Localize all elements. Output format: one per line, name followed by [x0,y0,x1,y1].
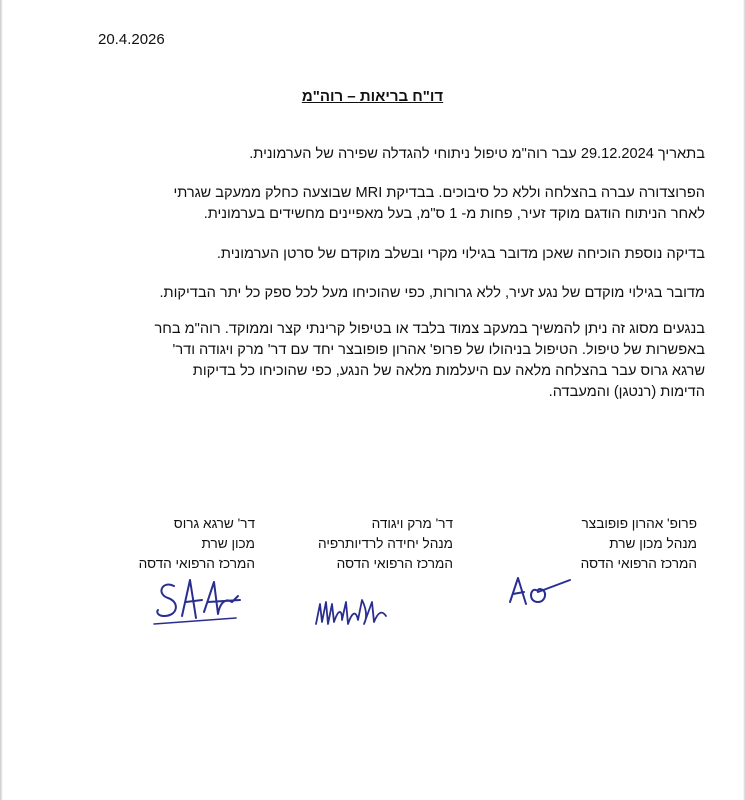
signatory-institution: המרכז הרפואי הדסה [580,556,697,571]
signature-vigoda [312,590,392,634]
paragraph-5-line-4: הדימות (רנטגן) והמעבדה. [548,384,705,400]
signatory-role: מכון שרת [201,536,255,551]
page-left-edge [0,0,3,800]
signatory-role: מנהל מכון שרת [609,536,697,551]
paragraph-1-line-1: בתאריך 29.12.2024 עבר רוה"מ טיפול ניתוחי להגדלה שפירה של הערמונית. [249,146,705,162]
paragraph-1 [25,144,705,165]
paragraph-3 [25,244,705,265]
document-title: דו"ח בריאות – רוה"מ [301,88,444,105]
signatory-institution: המרכז הרפואי הדסה [336,556,453,571]
document-date: 20.4.2026 [98,31,165,48]
signature-popovtzer [500,568,580,614]
signatory-name: פרופ' אהרון פופובצר [581,516,697,531]
signatory-role: מנהל יחידה לרדיותרפיה [318,536,453,551]
signatory-name: דר' מרק ויגודה [371,516,453,531]
paragraph-4 [25,283,705,304]
paragraph-2 [25,183,705,225]
paragraph-5-line-3: שרגא גרוס עבר בהצלחה מלאה עם היעלמות מלאה של הנגע, כפי שהוכיחו כל בדיקות [192,363,705,379]
signatory-block-popovtzer [581,514,697,574]
paragraph-2-line-1: הפרוצדורה עברה בהצלחה וללא כל סיבוכים. בבדיקת MRI שבוצעה כחלק ממעקב שגרתי [173,185,705,201]
paragraph-5-line-1: בנגעים מסוג זה ניתן להמשיך במעקב צמוד בלבד או בטיפול קרינתי קצר וממוקד. רוה"מ בחר [154,321,705,337]
signatory-block-vigoda [318,514,453,574]
signatory-institution: המרכז הרפואי הדסה [138,556,255,571]
signature-gross [148,572,244,636]
signatory-name: דר' שרגא גרוס [173,516,255,531]
paragraph-5-line-2: באפשרות של טיפול. הטיפול בניהולו של פרופ' אהרון פופובצר יחד עם דר' מרק ויגודה ודר' [172,342,705,358]
paragraph-2-line-2: לאחר הניתוח הודגם מוקד זעיר, פחות מ- 1 ס"מ, בעל מאפיינים מחשידים בערמונית. [203,206,705,222]
paragraph-4-line-1: מדובר בגילוי מוקדם של נגע זעיר, ללא גרורות, כפי שהוכיחו מעל לכל ספק כל יתר הבדיקות. [159,285,705,301]
paragraph-3-line-1: בדיקה נוספת הוכיחה שאכן מדובר בגילוי מקרי ובשלב מוקדם של סרטן הערמונית. [216,246,705,262]
signatory-block-gross [139,514,255,574]
paragraph-5 [25,319,705,403]
